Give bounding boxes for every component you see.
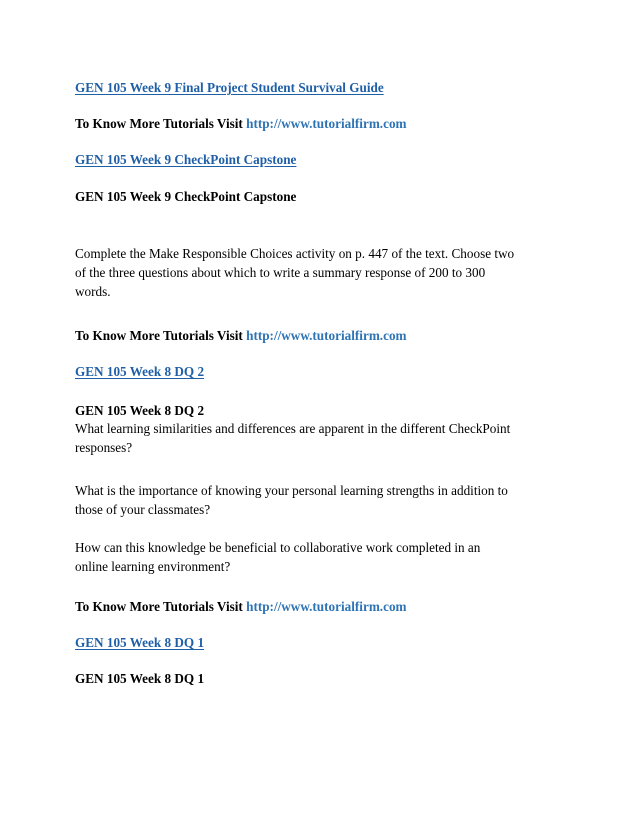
dq2-question-2 xyxy=(75,481,575,519)
question-line: How can this knowledge be beneficial to collaborative work completed in an xyxy=(75,540,481,555)
capstone-body-line: of the three questions about which to write a summary response of 200 to 300 xyxy=(75,265,486,280)
dq2-title: GEN 105 Week 8 DQ 2 xyxy=(75,403,205,418)
tutorialfirm-url[interactable]: http://www.tutorialfirm.com xyxy=(246,599,407,614)
capstone-link[interactable]: GEN 105 Week 9 CheckPoint Capstone xyxy=(75,152,297,167)
final-project-link[interactable]: GEN 105 Week 9 Final Project Student Survival Guide xyxy=(75,80,384,95)
promo-text: To Know More Tutorials Visit xyxy=(75,328,243,343)
capstone-body-line: Complete the Make Responsible Choices activity on p. 447 of the text. Choose two xyxy=(75,246,515,261)
question-line: What is the importance of knowing your personal learning strengths in addition to xyxy=(75,483,508,498)
question-line: What learning similarities and differences are apparent in the different CheckPoint xyxy=(75,421,511,436)
promo-text: To Know More Tutorials Visit xyxy=(75,116,243,131)
dq2-link[interactable]: GEN 105 Week 8 DQ 2 xyxy=(75,364,205,379)
tutorialfirm-url[interactable]: http://www.tutorialfirm.com xyxy=(246,116,407,131)
question-line: responses? xyxy=(75,440,133,455)
dq1-title: GEN 105 Week 8 DQ 1 xyxy=(75,671,205,686)
tutorialfirm-url[interactable]: http://www.tutorialfirm.com xyxy=(246,328,407,343)
capstone-title: GEN 105 Week 9 CheckPoint Capstone xyxy=(75,189,297,204)
capstone-body xyxy=(75,244,575,301)
dq1-link[interactable]: GEN 105 Week 8 DQ 1 xyxy=(75,635,205,650)
tutorials-promo-1 xyxy=(75,114,407,133)
capstone-body-line: words. xyxy=(75,284,111,299)
tutorials-promo-3 xyxy=(75,597,407,616)
dq2-question-1 xyxy=(75,419,575,457)
dq2-question-3 xyxy=(75,538,575,576)
question-line: online learning environment? xyxy=(75,559,231,574)
question-line: those of your classmates? xyxy=(75,502,211,517)
promo-text: To Know More Tutorials Visit xyxy=(75,599,243,614)
tutorials-promo-2 xyxy=(75,326,407,345)
